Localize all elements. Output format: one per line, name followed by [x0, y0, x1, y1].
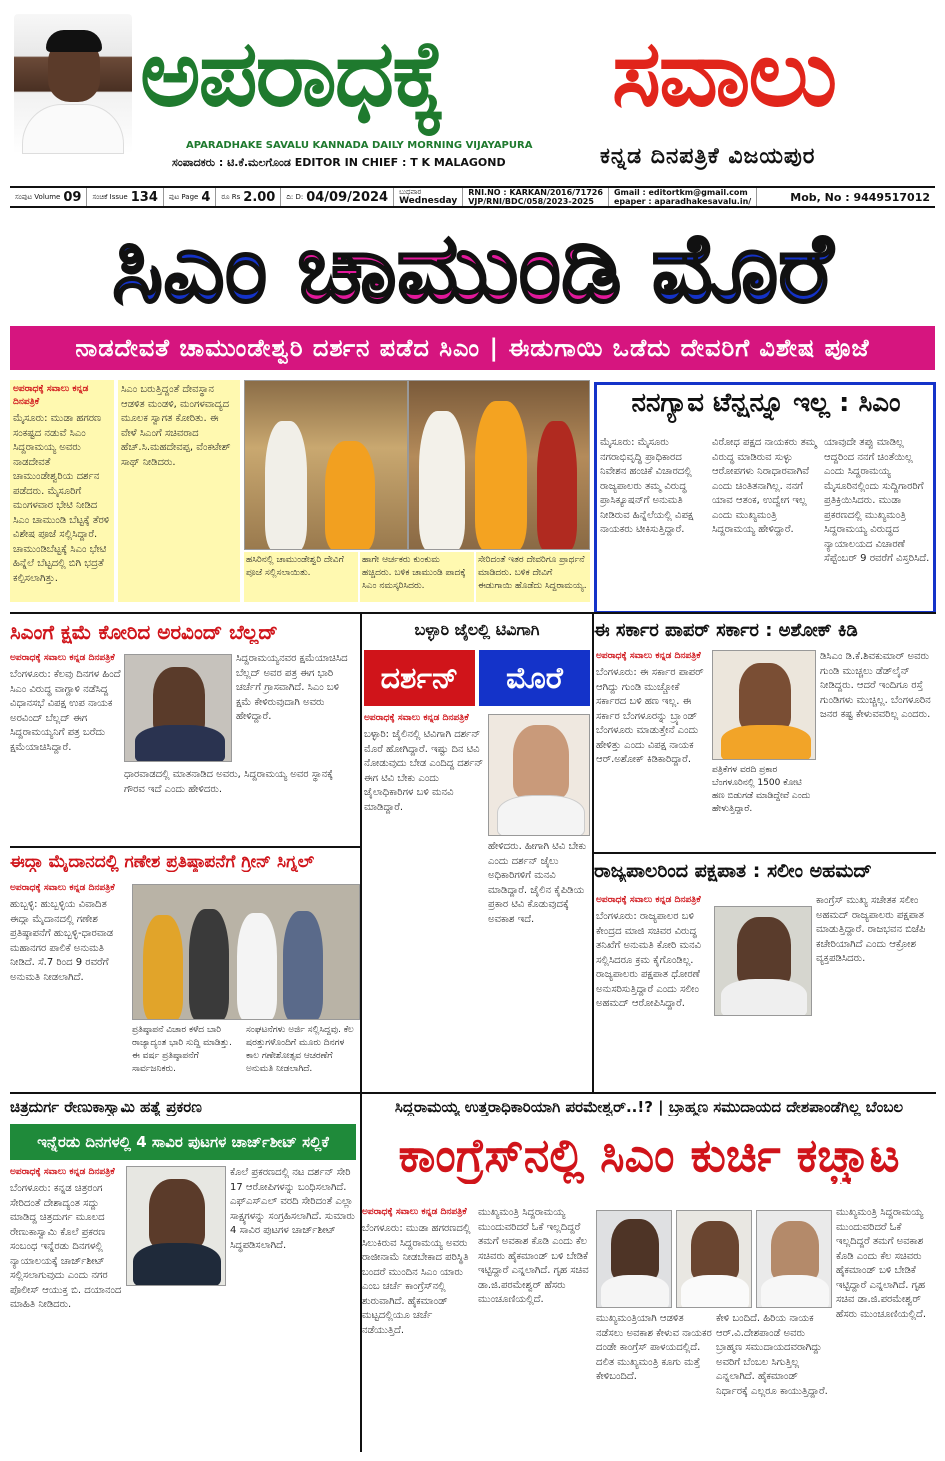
parameshwar-photo: [596, 1210, 672, 1308]
day-kannada: ಬುಧವಾರ: [399, 187, 422, 196]
beldad-text-1: ಬೆಂಗಳೂರು: ಕೆಲವು ದಿನಗಳ ಹಿಂದೆ ಸಿಎಂ ವಿರುದ್ಧ ವಾಗ್ದಾಳಿ ನಡೆಸಿದ್ದ ವಿಧಾನಸಭೆ ವಿಪಕ್ಷ ಉಪ ನಾಯಕ ಅರವಿಂದ್ ಬೆಲ್ಲದ್ ಈಗ ಸಿದ್ದರಾಮಯ್ಯನಿಗೆ ಪತ್ರ ಬರೆದು ಕ್ಷಮೆಯಾಚಿಸಿದ್ದಾರೆ.: [10, 669, 121, 753]
saleem-headline: ರಾಜ್ಯಪಾಲರಿಂದ ಪಕ್ಷಪಾತ : ಸಲೀಂ ಅಹಮದ್: [594, 860, 872, 882]
congress-col3: ಮುಖ್ಯಮಂತ್ರಿಯಾಗಿ ಆಡಳಿತ ನಡೆಸಲು ಅವಕಾಶ ಕೇಳುವ ನಾಯಕರ ದಂಡೇ ಕಾಂಗ್ರೆಸ್ ಪಾಳಯದಲ್ಲಿದೆ. ದಲಿತ ಮುಖ್ಯಮಂತ್ರಿ ಕೂಗು ಮತ್ತೆ ಕೇಳಿಬಂದಿದೆ.: [596, 1313, 712, 1382]
column-rule: [360, 612, 362, 1452]
section-divider: [10, 846, 360, 848]
section-divider: [10, 1092, 936, 1094]
main-story-col1: [10, 380, 114, 602]
congress-text-1: ಬೆಂಗಳೂರು: ಮುಡಾ ಹಗರಣದಲ್ಲಿ ಸಿಲುಕಿರುವ ಸಿದ್ದರಾಮಯ್ಯ ಅವರು ರಾಜೀನಾಮೆ ನೀಡಬೇಕಾದ ಪರಿಸ್ಥಿತಿ ಬಂದರೆ ಮುಂದಿನ ಸಿಎಂ ಯಾರು ಎಂಬ ಚರ್ಚೆ ಕಾಂಗ್ರೆಸ್‌ನಲ್ಲಿ ಶುರುವಾಗಿದೆ. ಹೈಕಮಾಂಡ್ ಮಟ್ಟದಲ್ಲಿಯೂ ಚರ್ಚೆ ನಡೆಯುತ್ತಿದೆ.: [362, 1223, 471, 1336]
beldad-headline: ಸಿಎಂಗೆ ಕ್ಷಮೆ ಕೋರಿದ ಅರವಿಂದ್ ಬೆಲ್ಲದ್: [10, 620, 278, 644]
sarkar-col2: ಡಿಸಿಎಂ ಡಿ.ಕೆ.ಶಿವಕುಮಾರ್ ಅವರು ಗುಂಡಿ ಮುಚ್ಚಲು ಡೆಡ್‌ಲೈನ್ ನೀಡಿದ್ದರು. ಆದರೆ ಇಂದಿಗೂ ರಸ್ತೆ ಗುಂಡಿಗಳು ಮುಚ್ಚಿಲ್ಲ. ಬೆಂಗಳೂರಿನ ಜನರ ಕಷ್ಟ ಕೇಳುವವರಿಲ್ಲ ಎಂದರು.: [820, 651, 931, 720]
renukaswamy-credit: ಅಪರಾಧಕ್ಕೆ ಸವಾಲು ಕನ್ನಡ ದಿನಪತ್ರಿಕೆ: [10, 1167, 115, 1177]
congress-col5: ಮುಖ್ಯಮಂತ್ರಿ ಸಿದ್ದರಾಮಯ್ಯ ಮುಂದುವರಿದರೆ ಓಕೆ ಇಲ್ಲದಿದ್ದರೆ ತಮಗೆ ಅವಕಾಶ ಕೊಡಿ ಎಂದು ಕೆಲ ಸಚಿವರು ಹೈಕಮಾಂಡ್ ಬಳಿ ಬೇಡಿಕೆ ಇಟ್ಟಿದ್ದಾರೆ ಎನ್ನಲಾಗಿದೆ. ಗೃಹ ಸಚಿವ ಡಾ.ಜಿ.ಪರಮೇಶ್ವರ್ ಹೆಸರು ಮುಂಚೂಣಿಯಲ್ಲಿದೆ.: [836, 1207, 927, 1320]
congress-col1: [362, 1206, 474, 1452]
main-photo-2: [408, 380, 590, 550]
price-value: 2.00: [243, 189, 276, 205]
saleem-photo: [714, 906, 812, 1016]
issue-label: ಸಂಚಿಕೆ Issue: [92, 192, 128, 201]
volume-number: 09: [63, 189, 82, 205]
ganesh-col2: ಸಂಘಟನೆಗಳು ಅರ್ಜಿ ಸಲ್ಲಿಸಿದ್ದವು. ಕೆಲ ಷರತ್ತುಗಳೊಂದಿಗೆ ಮೂರು ದಿನಗಳ ಕಾಲ ಗಣೇಶೋತ್ಸವ ಆಚರಣೆಗೆ ಅನುಮತಿ ನೀಡಲಾಗಿದೆ.: [246, 1025, 354, 1075]
renukaswamy-col1: [10, 1166, 124, 1452]
tension-headline: ನನಗ್ಯಾವ ಟೆನ್ಷನ್ನೂ ಇಲ್ಲ : ಸಿಎಂ: [631, 388, 901, 418]
ganesh-credit: ಅಪರಾಧಕ್ಕೆ ಸವಾಲು ಕನ್ನಡ ದಿನಪತ್ರಿಕೆ: [10, 883, 115, 893]
ganesh-headline: ಈದ್ಗಾ ಮೈದಾನದಲ್ಲಿ ಗಣೇಶ ಪ್ರತಿಷ್ಠಾಪನೆಗೆ ಗ್ರೀನ್ ಸಿಗ್ನಲ್: [10, 852, 315, 872]
epaper-link[interactable]: epaper : aparadhakesavalu.in/: [613, 197, 752, 206]
masthead-editor-line: ಸಂಪಾದಕರು : ಟಿ.ಕೆ.ಮಲಗೊಂಡ EDITOR IN CHIEF : T K MALAGOND: [172, 156, 506, 169]
masthead-title-red: ಸವಾಲು: [612, 20, 836, 127]
tension-col1: ಮೈಸೂರು: ಮೈಸೂರು ನಗರಾಭಿವೃದ್ಧಿ ಪ್ರಾಧಿಕಾರದ ನಿವೇಶನ ಹಂಚಿಕೆ ವಿಚಾರದಲ್ಲಿ ರಾಜ್ಯಪಾಲರು ತಮ್ಮ ವಿರುದ್ಧ ಪ್ರಾಸಿಕ್ಯೂಷನ್‌ಗೆ ಅನುಮತಿ ನೀಡಿರುವ ಹಿನ್ನೆಲೆಯಲ್ಲಿ ವಿಪಕ್ಷ ನಾಯಕರು ಟೀಕಿಸುತ್ತಿದ್ದಾರೆ.: [600, 437, 694, 535]
ganesh-col1: [10, 882, 128, 1088]
beldad-photo: [124, 654, 232, 762]
beldad-caption: ಧಾರವಾಡದಲ್ಲಿ ಮಾತನಾಡಿದ ಅವರು, ಸಿದ್ದರಾಮಯ್ಯ ಅವರ ಸ್ಥಾನಕ್ಕೆ ಗೌರವ ಇದೆ ಎಂದು ಹೇಳಿದರು.: [124, 769, 334, 795]
darshan-headline-2: ಮೊರೆ: [479, 650, 590, 706]
ganesh-caption: ಪ್ರತಿಷ್ಠಾಪನೆ ವಿಚಾರ ಕಳೆದ ಬಾರಿ ರಾಜ್ಯಾದ್ಯಂತ ಭಾರಿ ಸುದ್ದಿ ಮಾಡಿತ್ತು. ಈ ವರ್ಷ ಪ್ರತಿಷ್ಠಾಪನೆಗೆ ಸಾರ್ವಜನಿಕರು.: [132, 1025, 232, 1075]
sarkar-headline: ಈ ಸರ್ಕಾರ ಪಾಪರ್ ಸರ್ಕಾರ : ಅಶೋಕ್ ಕಿಡಿ: [594, 620, 858, 641]
congress-col2: ಮುಖ್ಯಮಂತ್ರಿ ಸಿದ್ದರಾಮಯ್ಯ ಮುಂದುವರಿದರೆ ಓಕೆ ಇಲ್ಲದಿದ್ದರೆ ತಮಗೆ ಅವಕಾಶ ಕೊಡಿ ಎಂದು ಕೆಲ ಸಚಿವರು ಹೈಕಮಾಂಡ್ ಬಳಿ ಬೇಡಿಕೆ ಇಟ್ಟಿದ್ದಾರೆ ಎನ್ನಲಾಗಿದೆ. ಗೃಹ ಸಚಿವ ಡಾ.ಜಿ.ಪರಮೇಶ್ವರ್ ಹೆಸರು ಮುಂಚೂಣಿಯಲ್ಲಿದೆ.: [478, 1207, 589, 1305]
darshan-text-1: ಬಳ್ಳಾರಿ: ಜೈಲಿನಲ್ಲಿ ಟಿವಿಗಾಗಿ ದರ್ಶನ್ ಮೊರೆ ಹೋಗಿದ್ದಾರೆ. ಇಷ್ಟು ದಿನ ಟಿವಿ ನೋಡುವುದು ಬೇಡ ಎಂದಿದ್ದ ದರ್ಶನ್ ಈಗ ಟಿವಿ ಬೇಕು ಎಂದು ಜೈಲಾಧಿಕಾರಿಗಳ ಬಳಿ ಮನವಿ ಮಾಡಿದ್ದಾರೆ.: [364, 729, 484, 813]
ganesh-text-1: ಹುಬ್ಬಳ್ಳಿ: ಹುಬ್ಬಳ್ಳಿಯ ವಿವಾದಿತ ಈದ್ಗಾ ಮೈದಾನದಲ್ಲಿ ಗಣೇಶ ಪ್ರತಿಷ್ಠಾಪನೆಗೆ ಹುಬ್ಬಳ್ಳಿ-ಧಾರವಾಡ ಮಹಾನಗರ ಪಾಲಿಕೆ ಅನುಮತಿ ನೀಡಿದೆ. ಸೆ.7 ರಿಂದ 9 ರವರೆಗೆ ಅನುಮತಿ ನೀಡಲಾಗಿದೆ.: [10, 899, 114, 983]
info-strip: [10, 186, 935, 208]
main-photo-caption-1: ಹಸಿರಿನಲ್ಲಿ ಚಾಮುಂಡೇಶ್ವರಿ ದೇವಿಗೆ ಪೂಜೆ ಸಲ್ಲಿಸಲಾಯಿತು.: [244, 552, 358, 602]
rni-number-2: VJP/RNI/BDC/058/2023-2025: [468, 197, 594, 206]
darshan-headline: [364, 650, 590, 706]
masthead-tagline: ಕನ್ನಡ ದಿನಪತ್ರಿಕೆ ವಿಜಯಪುರ: [600, 144, 816, 169]
congress-credit: ಅಪರಾಧಕ್ಕೆ ಸವಾಲು ಕನ್ನಡ ದಿನಪತ್ರಿಕೆ: [362, 1207, 467, 1217]
headline-word-cm: ಸಿಎಂ: [112, 212, 268, 324]
masthead-title-green: ಅಪರಾಧಕ್ಕೆ: [140, 20, 444, 127]
renukaswamy-text-1: ಬೆಂಗಳೂರು: ಕನ್ನಡ ಚಿತ್ರರಂಗ ಸೇರಿದಂತೆ ದೇಶಾದ್ಯಂತ ಸದ್ದು ಮಾಡಿದ್ದ ಚಿತ್ರದುರ್ಗ ಮೂಲದ ರೇಣುಕಾಸ್ವಾಮಿ ಕೊಲೆ ಪ್ರಕರಣ ಸಂಬಂಧ ಇನ್ನೆರಡು ದಿನಗಳಲ್ಲಿ ನ್ಯಾಯಾಲಯಕ್ಕೆ ಚಾರ್ಜ್‌ಶೀಟ್ ಸಲ್ಲಿಸಲಾಗುವುದು ಎಂದು ನಗರ ಪೊಲೀಸ್ ಆಯುಕ್ತ ಬಿ. ದಯಾನಂದ ಮಾಹಿತಿ ನೀಡಿದರು.: [10, 1183, 122, 1311]
issue-number: 134: [130, 189, 158, 205]
main-story-text-1: ಮೈಸೂರು: ಮುಡಾ ಹಗರಣ ಸಂಕಷ್ಟದ ನಡುವೆ ಸಿಎಂ ಸಿದ್ದರಾಮಯ್ಯ ಅವರು ನಾಡದೇವತೆ ಚಾಮುಂಡೇಶ್ವರಿಯ ದರ್ಶನ ಪಡೆದರು. ಮೈಸೂರಿಗೆ ಮಂಗಳವಾರ ಭೇಟಿ ನೀಡಿದ ಸಿಎಂ ಚಾಮುಂಡಿ ಬೆಟ್ಟಕ್ಕೆ ತೆರಳಿ ವಿಶೇಷ ಪೂಜೆ ಸಲ್ಲಿಸಿದ್ದಾರೆ. ಚಾಮುಂಡಿಬೆಟ್ಟಕ್ಕೆ ಸಿಎಂ ಭೇಟಿ ಹಿನ್ನೆಲೆ ಬೆಟ್ಟದಲ್ಲಿ ಬಿಗಿ ಭದ್ರತೆ ಕಲ್ಪಿಸಲಾಗಿತ್ತು.: [13, 413, 110, 584]
tension-col3: ಯಾವುದೇ ತಪ್ಪು ಮಾಡಿಲ್ಲ ಆದ್ದರಿಂದ ನನಗೆ ಚಿಂತೆಯಿಲ್ಲ ಎಂದು ಸಿದ್ದರಾಮಯ್ಯ ಮೈಸೂರಿನಲ್ಲಿಂದು ಸುದ್ದಿಗಾರರಿಗೆ ಪ್ರತಿಕ್ರಿಯಿಸಿದರು. ಮುಡಾ ಪ್ರಕರಣದಲ್ಲಿ ಮುಖ್ಯಮಂತ್ರಿ ಸಿದ್ದರಾಮಯ್ಯ ವಿರುದ್ಧದ ನ್ಯಾಯಾಲಯದ ವಿಚಾರಣೆ ಸೆಪ್ಟೆಂಬರ್ 9 ರವರೆಗೆ ವಿಸ್ತರಿಸಿದೆ.: [824, 437, 930, 564]
headline-word-more: ಮೊರೆ: [651, 212, 833, 324]
sarkar-text-1: ಬೆಂಗಳೂರು: ಈ ಸರ್ಕಾರ ಪಾಪರ್ ಆಗಿದ್ದು ಗುಂಡಿ ಮುಚ್ಚೋಕೆ ಸರ್ಕಾರದ ಬಳಿ ಹಣ ಇಲ್ಲ. ಈ ಸರ್ಕಾರ ಬೆಂಗಳೂರನ್ನು ಬ್ರ್ಯಾಂಡ್ ಬೆಂಗಳೂರು ಮಾಡುತ್ತೇನೆ ಎಂದು ಹೇಳಿತ್ತು ಎಂದು ವಿಪಕ್ಷ ನಾಯಕ ಆರ್.ಅಶೋಕ್ ಕಿಡಿಕಾರಿದ್ದಾರೆ.: [596, 667, 704, 766]
main-photo-1: [244, 380, 408, 550]
main-subheadline: ನಾಡದೇವತೆ ಚಾಮುಂಡೇಶ್ವರಿ ದರ್ಶನ ಪಡೆದ ಸಿಎಂ | ಈಡುಗಾಯಿ ಒಡೆದು ದೇವರಿಗೆ ವಿಶೇಷ ಪೂಜೆ: [10, 326, 935, 370]
price-label: ರೂ Rs: [221, 192, 241, 201]
ganesh-photo: [132, 884, 360, 1020]
email-link[interactable]: Gmail : editortkm@gmail.com: [613, 188, 748, 197]
darshan-col2: ಹೇಳಿದರು. ಹೀಗಾಗಿ ಟಿವಿ ಬೇಕು ಎಂದು ದರ್ಶನ್ ಜೈಲು ಅಧಿಕಾರಿಗಳಿಗೆ ಮನವಿ ಮಾಡಿದ್ದಾರೆ. ಜೈಲಿನ ಕೈಪಿಡಿಯ ಪ್ರಕಾರ ಟಿವಿ ಕೊಡುವುದಕ್ಕೆ ಅವಕಾಶ ಇದೆ.: [488, 841, 587, 925]
beldad-col1: [10, 652, 122, 824]
main-photo-caption-2: ಹಾಗೇ ಆರ್ಚಕರು ಕುಂಕುಮ ಹಚ್ಚಿದರು. ಬಳಿಕ ಚಾಮುಂಡಿ ಪಾದಕ್ಕೆ ಸಿಎಂ ನಮಸ್ಕರಿಸಿದರು.: [360, 552, 474, 602]
page-number: 4: [201, 189, 211, 205]
volume-label: ಸಂಪುಟ Volume: [15, 192, 61, 201]
date-label: ದಿ: D:: [286, 192, 304, 201]
headline-word-chamundi: ಚಾಮುಂಡಿ: [297, 212, 622, 324]
commissioner-photo: [126, 1166, 226, 1286]
page-label: ಪುಟ Page: [168, 192, 199, 201]
editor-photo: [14, 14, 132, 154]
day-english: Wednesday: [399, 195, 458, 206]
congress-col4: ಕೇಳಿ ಬಂದಿದೆ. ಹಿರಿಯ ನಾಯಕ ಆರ್.ವಿ.ದೇಶಪಾಂಡೆ ಅವರು ಬ್ರಾಹ್ಮಣ ಸಮುದಾಯದವರಾಗಿದ್ದು ಅವರಿಗೆ ಬೆಂಬಲ ಸಿಗುತ್ತಿಲ್ಲ ಎನ್ನಲಾಗಿದೆ. ಹೈಕಮಾಂಡ್ ನಿರ್ಧಾರಕ್ಕೆ ಎಲ್ಲರೂ ಕಾಯುತ್ತಿದ್ದಾರೆ.: [716, 1313, 828, 1397]
main-story-credit: ಅಪರಾಧಕ್ಕೆ ಸವಾಲು ಕನ್ನಡ ದಿನಪತ್ರಿಕೆ: [13, 384, 89, 408]
darshan-headline-1: ದರ್ಶನ್: [364, 650, 475, 706]
ashok-photo: [712, 650, 816, 760]
main-headline: [10, 212, 935, 324]
deshpande-photo: [756, 1210, 832, 1308]
beldad-credit: ಅಪರಾಧಕ್ಕೆ ಸವಾಲು ಕನ್ನಡ ದಿನಪತ್ರಿಕೆ: [10, 653, 115, 663]
renukaswamy-kicker: ಚಿತ್ರದುರ್ಗ ರೇಣುಕಾಸ್ವಾಮಿ ಹತ್ಯೆ ಪ್ರಕರಣ: [10, 1098, 202, 1116]
saleem-text-1: ಬೆಂಗಳೂರು: ರಾಜ್ಯಪಾಲರ ಬಳಿ ಕೇಂದ್ರದ ಮಾಜಿ ಸಚಿವರ ವಿರುದ್ಧ ತನಿಖೆಗೆ ಅನುಮತಿ ಕೋರಿ ಮನವಿ ಸಲ್ಲಿಸಿದರೂ ಕ್ರಮ ಕೈಗೊಂಡಿಲ್ಲ. ರಾಜ್ಯಪಾಲರು ಪಕ್ಷಪಾತ ಧೋರಣೆ ಅನುಸರಿಸುತ್ತಿದ್ದಾರೆ ಎಂದು ಸಲೀಂ ಅಹಮದ್ ಆರೋಪಿಸಿದ್ದಾರೆ.: [596, 911, 701, 1010]
mobile-number: Mob, No : 9449517012: [790, 190, 930, 204]
renukaswamy-col2: ಕೊಲೆ ಪ್ರಕರಣದಲ್ಲಿ ನಟ ದರ್ಶನ್ ಸೇರಿ 17 ಆರೋಪಿಗಳನ್ನು ಬಂಧಿಸಲಾಗಿದೆ. ಎಫ್‌ಎಸ್‌ಎಲ್ ವರದಿ ಸೇರಿದಂತೆ ಎಲ್ಲಾ ಸಾಕ್ಷ್ಯಗಳನ್ನು ಸಂಗ್ರಹಿಸಲಾಗಿದೆ. ಸುಮಾರು 4 ಸಾವಿರ ಪುಟಗಳ ಚಾರ್ಜ್‌ಶೀಟ್ ಸಿದ್ಧಪಡಿಸಲಾಗಿದೆ.: [230, 1167, 355, 1251]
masthead: [0, 0, 945, 186]
sarkar-col1: [596, 650, 706, 826]
section-divider: [594, 852, 936, 854]
saleem-col2: ಕಾಂಗ್ರೆಸ್ ಮುಖ್ಯ ಸಚೇತಕ ಸಲೀಂ ಅಹಮದ್ ರಾಜ್ಯಪಾಲರು ಪಕ್ಷಪಾತ ಮಾಡುತ್ತಿದ್ದಾರೆ. ರಾಜಭವನ ಬಿಜೆಪಿ ಕಚೇರಿಯಾಗಿದೆ ಎಂದು ಆಕ್ರೋಶ ವ್ಯಕ್ತಪಡಿಸಿದರು.: [816, 895, 926, 964]
sarkar-caption: ಪತ್ರಿಕೆಗಳ ವರದಿ ಪ್ರಕಾರ ಬೆಂಗಳೂರಿನಲ್ಲಿ 1500 ಕೋಟಿ ಹಣ ಬಿಡುಗಡೆ ಮಾಡಿದ್ದೇವೆ ಎಂದು ಹೇಳುತ್ತಿದ್ದಾರೆ.: [712, 765, 811, 815]
beldad-col2: ಸಿದ್ದರಾಮಯ್ಯನವರ ಕ್ಷಮೆಯಾಚಿಸಿದ ಬೆಲ್ಲದ್ ಅವರ ಪತ್ರ ಈಗ ಭಾರಿ ಚರ್ಚೆಗೆ ಗ್ರಾಸವಾಗಿದೆ. ಸಿಎಂ ಬಳಿ ಕ್ಷಮೆ ಕೇಳಿರುವುದಾಗಿ ಅವರು ಹೇಳಿದ್ದಾರೆ.: [236, 653, 348, 722]
rni-number: RNI.NO : KARKAN/2016/71726: [468, 188, 603, 197]
darshan-col1: [364, 712, 484, 1042]
darshan-credit: ಅಪರಾಧಕ್ಕೆ ಸವಾಲು ಕನ್ನಡ ದಿನಪತ್ರಿಕೆ: [364, 713, 469, 723]
masthead-english-line: APARADHAKE SAVALU KANNADA DAILY MORNING VIJAYAPURA: [186, 140, 533, 151]
saleem-col1: [596, 894, 710, 1090]
congress-headline: ಕಾಂಗ್ರೆಸ್‌ನಲ್ಲಿ ಸಿಎಂ ಕುರ್ಚಿ ಕಚ್ಚಾಟ: [398, 1128, 900, 1182]
renukaswamy-headline: ಇನ್ನೆರಡು ದಿನಗಳಲ್ಲಿ 4 ಸಾವಿರ ಪುಟಗಳ ಚಾರ್ಜ್‌ಶೀಟ್ ಸಲ್ಲಿಕೆ: [10, 1124, 356, 1160]
siddaramaiah-photo: [676, 1210, 752, 1308]
main-story-col2: [118, 380, 240, 602]
darshan-kicker: ಬಳ್ಳಾರಿ ಜೈಲಲ್ಲಿ ಟಿವಿಗಾಗಿ: [414, 620, 540, 639]
main-photo-caption-3: ಸೇರಿದಂತೆ ಇತರ ದೇವರಿಗೂ ಪ್ರಾರ್ಥನೆ ಮಾಡಿದರು. ಬಳಿಕ ದೇವಿಗೆ ಈಡುಗಾಯಿ ಹೊಡೆದು ಸಿದ್ದರಾಮಯ್ಯ.: [476, 552, 590, 602]
sarkar-credit: ಅಪರಾಧಕ್ಕೆ ಸವಾಲು ಕನ್ನಡ ದಿನಪತ್ರಿಕೆ: [596, 651, 701, 661]
darshan-photo: [488, 714, 590, 836]
main-story-text-2: ಸಿಎಂ ಬರುತ್ತಿದ್ದಂತೆ ದೇವಸ್ಥಾನ ಆಡಳಿತ ಮಂಡಳಿ, ಮಂಗಳವಾದ್ಯದ ಮೂಲಕ ಸ್ವಾಗತ ಕೋರಿತು. ಈ ವೇಳೆ ಸಿಎಂಗೆ ಸಚಿವರಾದ ಹೆಚ್.ಸಿ.ಮಹದೇವಪ್ಪ, ವೆಂಕಟೇಶ್ ಸಾಥ್ ನೀಡಿದರು.: [121, 384, 231, 468]
section-divider: [10, 612, 936, 614]
congress-kicker: ಸಿದ್ದರಾಮಯ್ಯ ಉತ್ತರಾಧಿಕಾರಿಯಾಗಿ ಪರಮೇಶ್ವರ್..!? | ಬ್ರಾಹ್ಮಣ ಸಮುದಾಯದ ದೇಶಪಾಂಡೆಗಿಲ್ಲ ಬೆಂಬಲ: [394, 1098, 904, 1116]
tension-col2: ವಿರೋಧ ಪಕ್ಷದ ನಾಯಕರು ತಮ್ಮ ವಿರುದ್ಧ ಮಾಡಿರುವ ಸುಳ್ಳು ಆರೋಪಗಳು ನಿರಾಧಾರವಾಗಿವೆ ಎಂದು ಚಿಂತಿತನಾಗಿಲ್ಲ. ನನಗೆ ಯಾವ ಆತಂಕ, ಉದ್ವೇಗ ಇಲ್ಲ ಎಂದು ಮುಖ್ಯಮಂತ್ರಿ ಸಿದ್ದರಾಮಯ್ಯ ಹೇಳಿದ್ದಾರೆ.: [712, 437, 817, 535]
saleem-credit: ಅಪರಾಧಕ್ಕೆ ಸವಾಲು ಕನ್ನಡ ದಿನಪತ್ರಿಕೆ: [596, 895, 701, 905]
issue-date: 04/09/2024: [306, 189, 389, 205]
